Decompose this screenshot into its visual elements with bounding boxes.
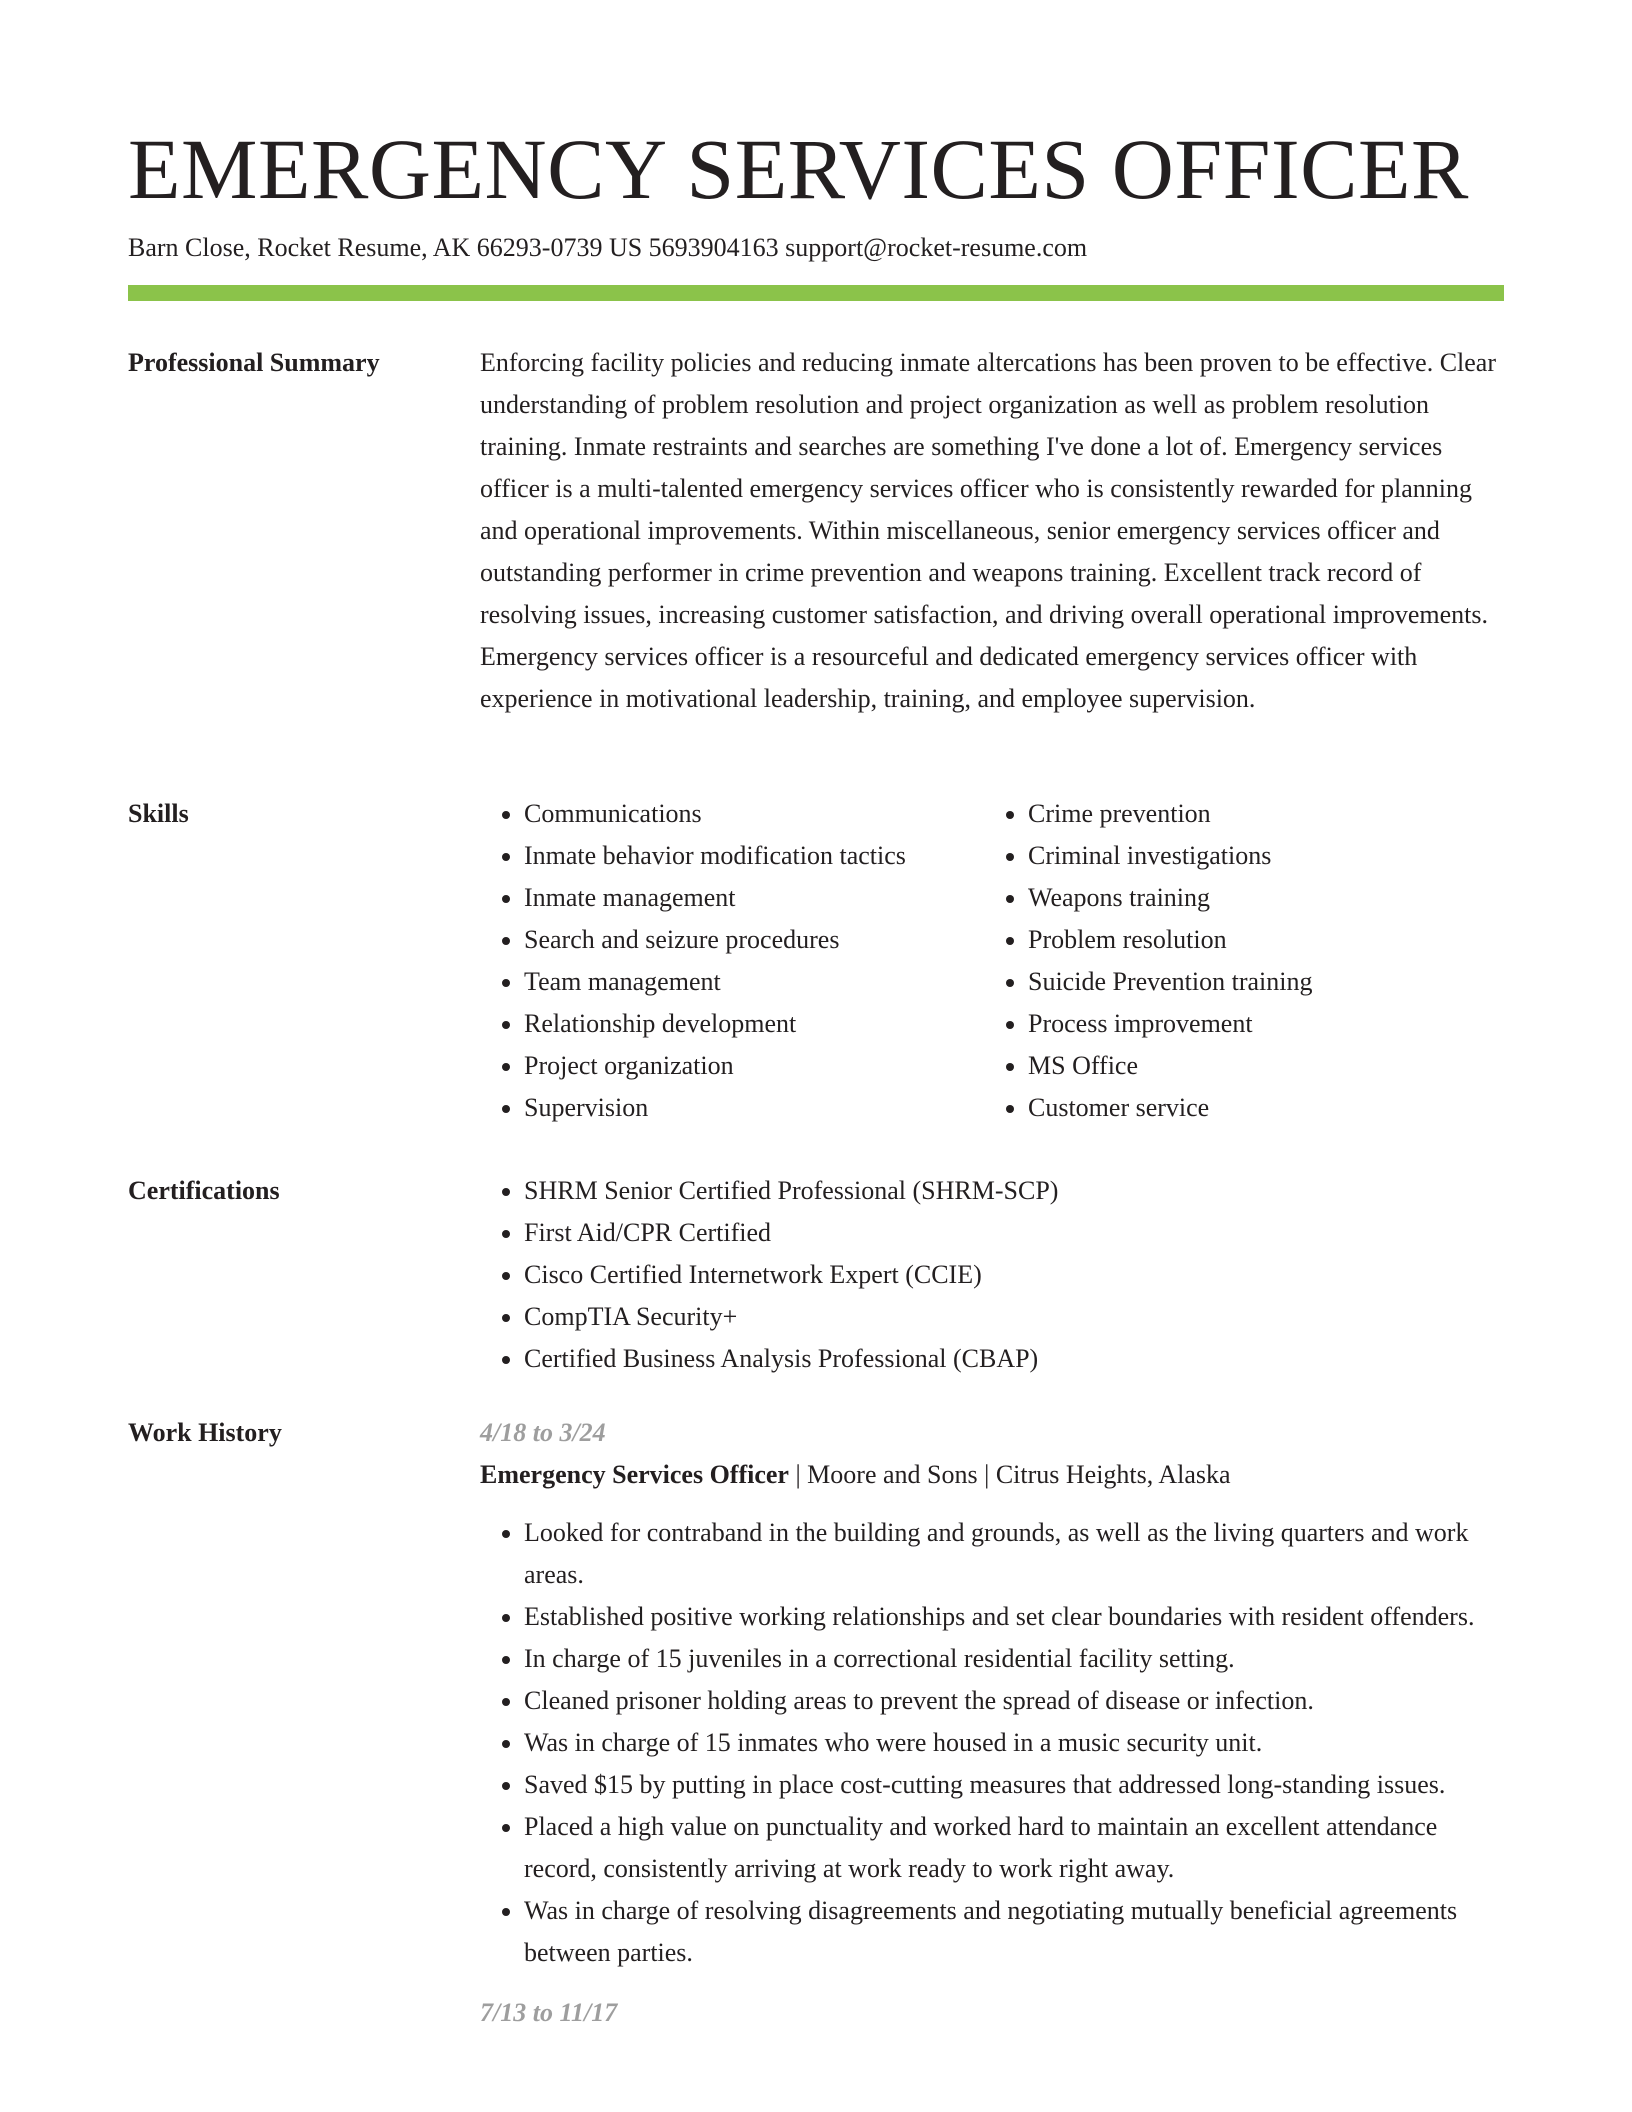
header-divider — [128, 285, 1504, 301]
contact-line: Barn Close, Rocket Resume, AK 66293-0739 US 5693904163 support@rocket-resume.com — [128, 233, 1088, 262]
summary-heading: Professional Summary — [128, 348, 380, 377]
certifications-list — [480, 1170, 1504, 1380]
skills-list-left — [480, 793, 984, 1129]
work-history-heading: Work History — [128, 1418, 282, 1447]
job-title: Emergency Services Officer — [480, 1460, 789, 1489]
job-duties-list — [480, 1512, 1504, 1974]
skill-item: • MS Office — [1028, 1045, 1488, 1087]
certifications-heading: Certifications — [128, 1176, 280, 1205]
skills-columns — [480, 793, 1504, 1129]
certification-item: • First Aid/CPR Certified — [524, 1212, 1504, 1254]
job-duty-item: • Was in charge of 15 inmates who were housed in a music security unit. — [524, 1722, 1504, 1764]
skill-item: • Inmate management — [524, 877, 984, 919]
skill-item: • Team management — [524, 961, 984, 1003]
summary-body — [480, 342, 1504, 720]
certification-item: • Certified Business Analysis Professional (CBAP) — [524, 1338, 1504, 1380]
job-duty-item: • Cleaned prisoner holding areas to prevent the spread of disease or infection. — [524, 1680, 1504, 1722]
skill-item: • Project organization — [524, 1045, 984, 1087]
skill-item: • Crime prevention — [1028, 793, 1488, 835]
skills-body — [480, 793, 1504, 1129]
skill-item: • Problem resolution — [1028, 919, 1488, 961]
certification-item: • SHRM Senior Certified Professional (SHRM-SCP) — [524, 1170, 1504, 1212]
skill-item: • Suicide Prevention training — [1028, 961, 1488, 1003]
skill-item: • Inmate behavior modification tactics — [524, 835, 984, 877]
job-entry — [480, 1412, 1504, 1974]
job-duty-item: • Was in charge of resolving disagreements and negotiating mutually beneficial agreements between parties. — [524, 1890, 1504, 1974]
job-entry — [480, 1992, 1504, 2034]
certification-item: • CompTIA Security+ — [524, 1296, 1504, 1338]
skill-item: • Process improvement — [1028, 1003, 1488, 1045]
certifications-body — [480, 1170, 1504, 1380]
skill-item: • Weapons training — [1028, 877, 1488, 919]
job-title-line — [480, 1454, 1504, 1496]
job-duty-item: • Saved $15 by putting in place cost-cutting measures that addressed long-standing issues. — [524, 1764, 1504, 1806]
job-dates: 7/13 to 11/17 — [480, 1998, 618, 2027]
skills-column-right — [984, 793, 1488, 1129]
skill-item: • Supervision — [524, 1087, 984, 1129]
skill-item: • Criminal investigations — [1028, 835, 1488, 877]
job-duty-item: • Established positive working relationships and set clear boundaries with resident offenders. — [524, 1596, 1504, 1638]
skill-item: • Relationship development — [524, 1003, 984, 1045]
skills-column-left — [480, 793, 984, 1129]
certification-item: • Cisco Certified Internetwork Expert (CCIE) — [524, 1254, 1504, 1296]
skill-item: • Search and seizure procedures — [524, 919, 984, 961]
job-employer-location: | Moore and Sons | Citrus Heights, Alaska — [788, 1460, 1231, 1489]
summary-text: Enforcing facility policies and reducing inmate altercations has been proven to be effective. Clear understanding of problem resolution and project organization as well as problem resolution training. Inmate restraints and searches are something I've done a lot of. Emergency services officer is a multi-talented emergency services officer who is consistently rewarded for planning and operational improvements. Within miscellaneous, senior emergency services officer and outstanding performer in crime prevention and weapons training. Excellent track record of resolving issues, increasing customer satisfaction, and driving overall operational improvements. Emergency services officer is a resourceful and dedicated emergency services officer with experience in motivational leadership, training, and employee supervision. — [480, 348, 1497, 713]
skill-item: • Communications — [524, 793, 984, 835]
skill-item: • Customer service — [1028, 1087, 1488, 1129]
job-dates: 4/18 to 3/24 — [480, 1418, 606, 1447]
job-duty-item: • In charge of 15 juveniles in a correctional residential facility setting. — [524, 1638, 1504, 1680]
skills-list-right — [984, 793, 1488, 1129]
work-history-body — [480, 1412, 1504, 2034]
job-duty-item: • Placed a high value on punctuality and worked hard to maintain an excellent attendance record, consistently arriving at work ready to work right away. — [524, 1806, 1504, 1890]
job-duty-item: • Looked for contraband in the building and grounds, as well as the living quarters and work areas. — [524, 1512, 1504, 1596]
resume-name-heading: EMERGENCY SERVICES OFFICER — [128, 121, 1469, 217]
skills-heading: Skills — [128, 799, 189, 828]
